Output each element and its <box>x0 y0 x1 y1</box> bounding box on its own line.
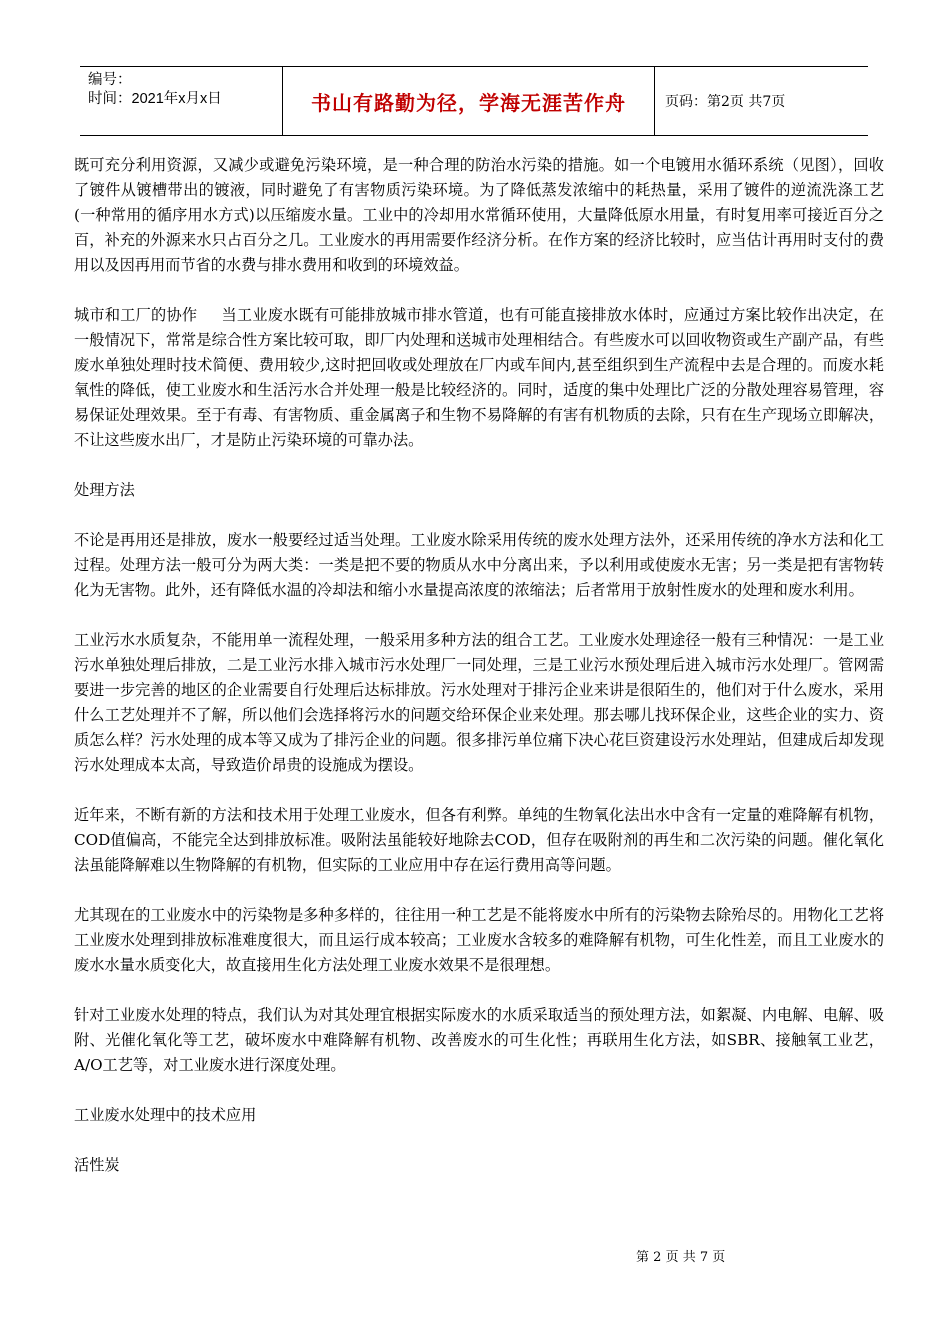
document-number-label: 编号： <box>88 72 132 88</box>
paragraph-text: 当工业废水既有可能排放城市排水管道，也有可能直接排放水体时，应通过方案比较作出决定，在一般情况下，常常是综合性方案比较可取，即厂内处理和送城市处理相结合。有些废水可以回收物资或生产副产品，有些废水单独处理时技术简便、费用较少,这时把回收或处理放在厂内或车间内,甚至组织到生产流程中去是合理的。而废水耗氧性的降低，使工业废水和生活污水合并处理一般是比较经济的。同时，适度的集中处理比广泛的分散处理容易管理，容易保证处理效果。至于有毒、有害物质、重金属离子和生物不易降解的有害有机物质的去除，只有在生产现场立即解决，不让这些废水出厂，才是防止污染环境的可靠办法。 <box>74 306 885 449</box>
page-header <box>80 66 868 136</box>
body-paragraph: 针对工业废水处理的特点，我们认为对其处理宜根据实际废水的水质采取适当的预处理方法，如絮凝、内电解、电解、吸附、光催化氧化等工艺，破坏废水中难降解有机物、改善废水的可生化性；再联用生化方法，如SBR、接触氧工业艺，A/O工艺等，对工业废水进行深度处理。 <box>74 1006 884 1074</box>
body-paragraph: 尤其现在的工业废水中的污染物是多种多样的，往往用一种工艺是不能将废水中所有的污染物去除殆尽的。用物化工艺将工业废水处理到排放标准难度很大，而且运行成本较高；工业废水含较多的难降解有机物，可生化性差，而且工业废水的废水水量水质变化大，故直接用生化方法处理工业废水效果不是很理想。 <box>74 906 884 974</box>
document-date-label: 时间：2021年x月x日 <box>88 91 222 107</box>
section-heading-inline: 城市和工厂的协作 <box>74 306 198 324</box>
footer-suffix: 页 <box>712 1250 726 1265</box>
section-heading: 工业废水处理中的技术应用 <box>74 1106 257 1124</box>
footer-prefix: 第 <box>636 1250 650 1265</box>
document-body <box>74 153 884 1203</box>
header-meta <box>80 67 283 135</box>
footer-total-pages: 7 <box>699 1250 709 1265</box>
section-heading: 活性炭 <box>74 1156 120 1174</box>
section-heading: 处理方法 <box>74 481 135 499</box>
header-page-info: 页码：第2页 共7页 <box>665 94 786 110</box>
body-paragraph: 工业污水水质复杂，不能用单一流程处理，一般采用多种方法的组合工艺。工业废水处理途径一般有三种情况：一是工业污水单独处理后排放，二是工业污水排入城市污水处理厂一同处理，三是工业污水预处理后进入城市污水处理厂。管网需要进一步完善的地区的企业需要自行处理后达标排放。污水处理对于排污企业来讲是很陌生的，他们对于什么废水，采用什么工艺处理并不了解，所以他们会选择将污水的问题交给环保企业来处理。那去哪儿找环保企业，这些企业的实力、资质怎么样？污水处理的成本等又成为了排污企业的问题。很多排污单位痛下决心花巨资建设污水处理站，但建成后却发现污水处理成本太高，导致造价昂贵的设施成为摆设。 <box>74 631 884 774</box>
footer-page-number <box>636 1246 725 1265</box>
header-motto: 书山有路勤为径，学海无涯苦作舟 <box>283 67 655 135</box>
body-paragraph <box>74 303 884 453</box>
body-paragraph: 既可充分利用资源，又减少或避免污染环境，是一种合理的防治水污染的措施。如一个电镀用水循环系统（见图），回收了镀件从镀槽带出的镀液，同时避免了有害物质污染环境。为了降低蒸发浓缩中的耗热量，采用了镀件的逆流洗涤工艺(一种常用的循序用水方式)以压缩废水量。工业中的冷却用水常循环使用，大量降低原水用量，有时复用率可接近百分之百，补充的外源来水只占百分之几。工业废水的再用需要作经济分析。在作方案的经济比较时，应当估计再用时支付的费用以及因再用而节省的水费与排水费用和收到的环境效益。 <box>74 156 884 274</box>
body-paragraph: 不论是再用还是排放，废水一般要经过适当处理。工业废水除采用传统的废水处理方法外，还采用传统的净水方法和化工过程。处理方法一般可分为两大类：一类是把不要的物质从水中分离出来，予以利用或使废水无害；另一类是把有害物转化为无害物。此外，还有降低水温的冷却法和缩小水量提高浓度的浓缩法；后者常用于放射性废水的处理和废水利用。 <box>74 531 884 599</box>
footer-current-page: 2 <box>653 1250 662 1265</box>
footer-middle: 页 共 <box>665 1250 696 1265</box>
body-paragraph: 近年来，不断有新的方法和技术用于处理工业废水，但各有利弊。单纯的生物氧化法出水中含有一定量的难降解有机物，COD值偏高，不能完全达到排放标准。吸附法虽能较好地除去COD，但存在吸附剂的再生和二次污染的问题。催化氧化法虽能降解难以生物降解的有机物，但实际的工业应用中存在运行费用高等问题。 <box>74 806 884 874</box>
